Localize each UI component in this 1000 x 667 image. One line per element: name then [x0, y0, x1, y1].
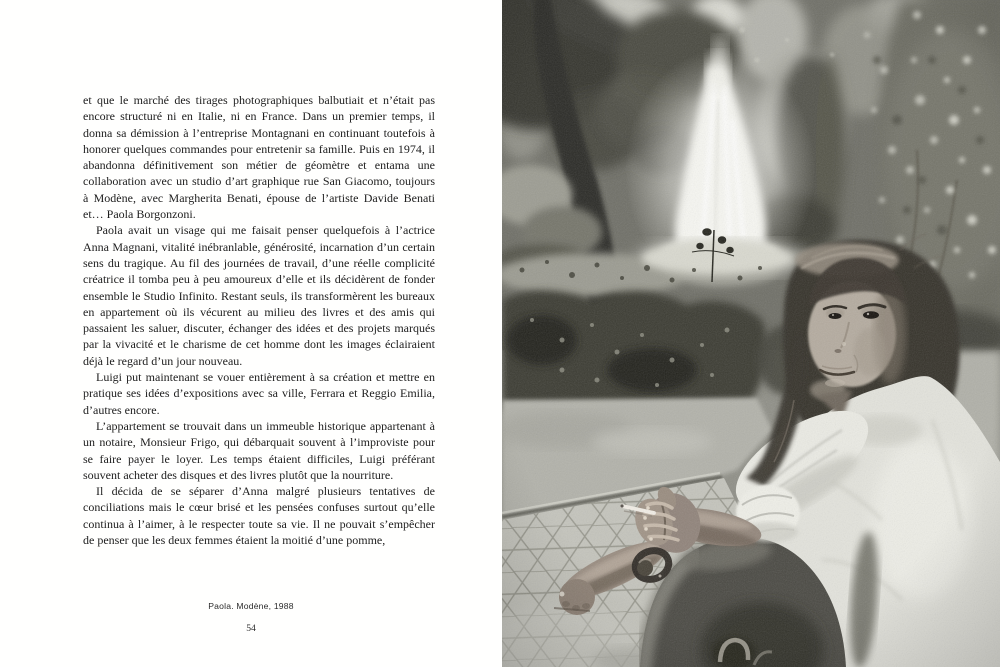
photo-caption: Paola. Modène, 1988 [208, 601, 294, 611]
paragraph: et que le marché des tirages photographiques balbutiait et n’était pas encore structuré ni en Italie, ni en France. Dans un premier temps, il donna sa démission à l’entreprise Montagnani en continuant toutefois à honorer quelques commandes pour entretenir sa famille. Puis en 1974, il abandonna définitivement son métier de géomètre et entama une collaboration avec un studio d’art graphique rue San Giacomo, toujours à Modène, avec Margherita Benati, épouse de l’artiste Davide Benati et… Paola Borgonzoni. [83, 93, 435, 222]
body-text [83, 92, 435, 548]
paragraph: L’appartement se trouvait dans un immeuble historique appartenant à un notaire, Monsieur Frigo, qui débarquait souvent à l’improviste pour se faire payer le loyer. Les temps étaient difficiles, Luigi préférant souvent acheter des disques et des livres plutôt que la nourriture. [83, 418, 435, 482]
paola-photograph [502, 0, 1000, 667]
paragraph: Luigi put maintenant se vouer entièrement à sa création et mettre en pratique ses idées d’expositions avec sa ville, Ferrara et Reggio Emilia, d’autres encore. [83, 370, 435, 417]
page-number: 54 [246, 623, 256, 634]
right-page [502, 0, 1000, 667]
paragraph: Paola avait un visage qui me faisait penser quelquefois à l’actrice Anna Magnani, vitalité inébranlable, générosité, incarnation d’un certain sens du tragique. Au fil des journées de travail, d’une réelle complicité créatrice il tomba peu à peu amoureux d’elle et ils décidèrent de fonder ensemble le Studio Infinito. Restant seuls, ils transformèrent les bureaux en appartement où ils vécurent au milieu des livres et des amis qui passaient les saluer, discuter, échanger des idées et des projets marqués par la vivacité et le charisme de cet homme dont les images éclairaient déjà le regard d’un jour nouveau. [83, 223, 435, 368]
paragraph: Il décida de se séparer d’Anna malgré plusieurs tentatives de conciliations mais le cœur brisé et les pensées confuses surtout qu’elle continua à l’aimer, à le respecter toute sa vie. Il ne pouvait s’empêcher de penser que les deux femmes étaient la moitié d’une pomme, [83, 484, 435, 548]
